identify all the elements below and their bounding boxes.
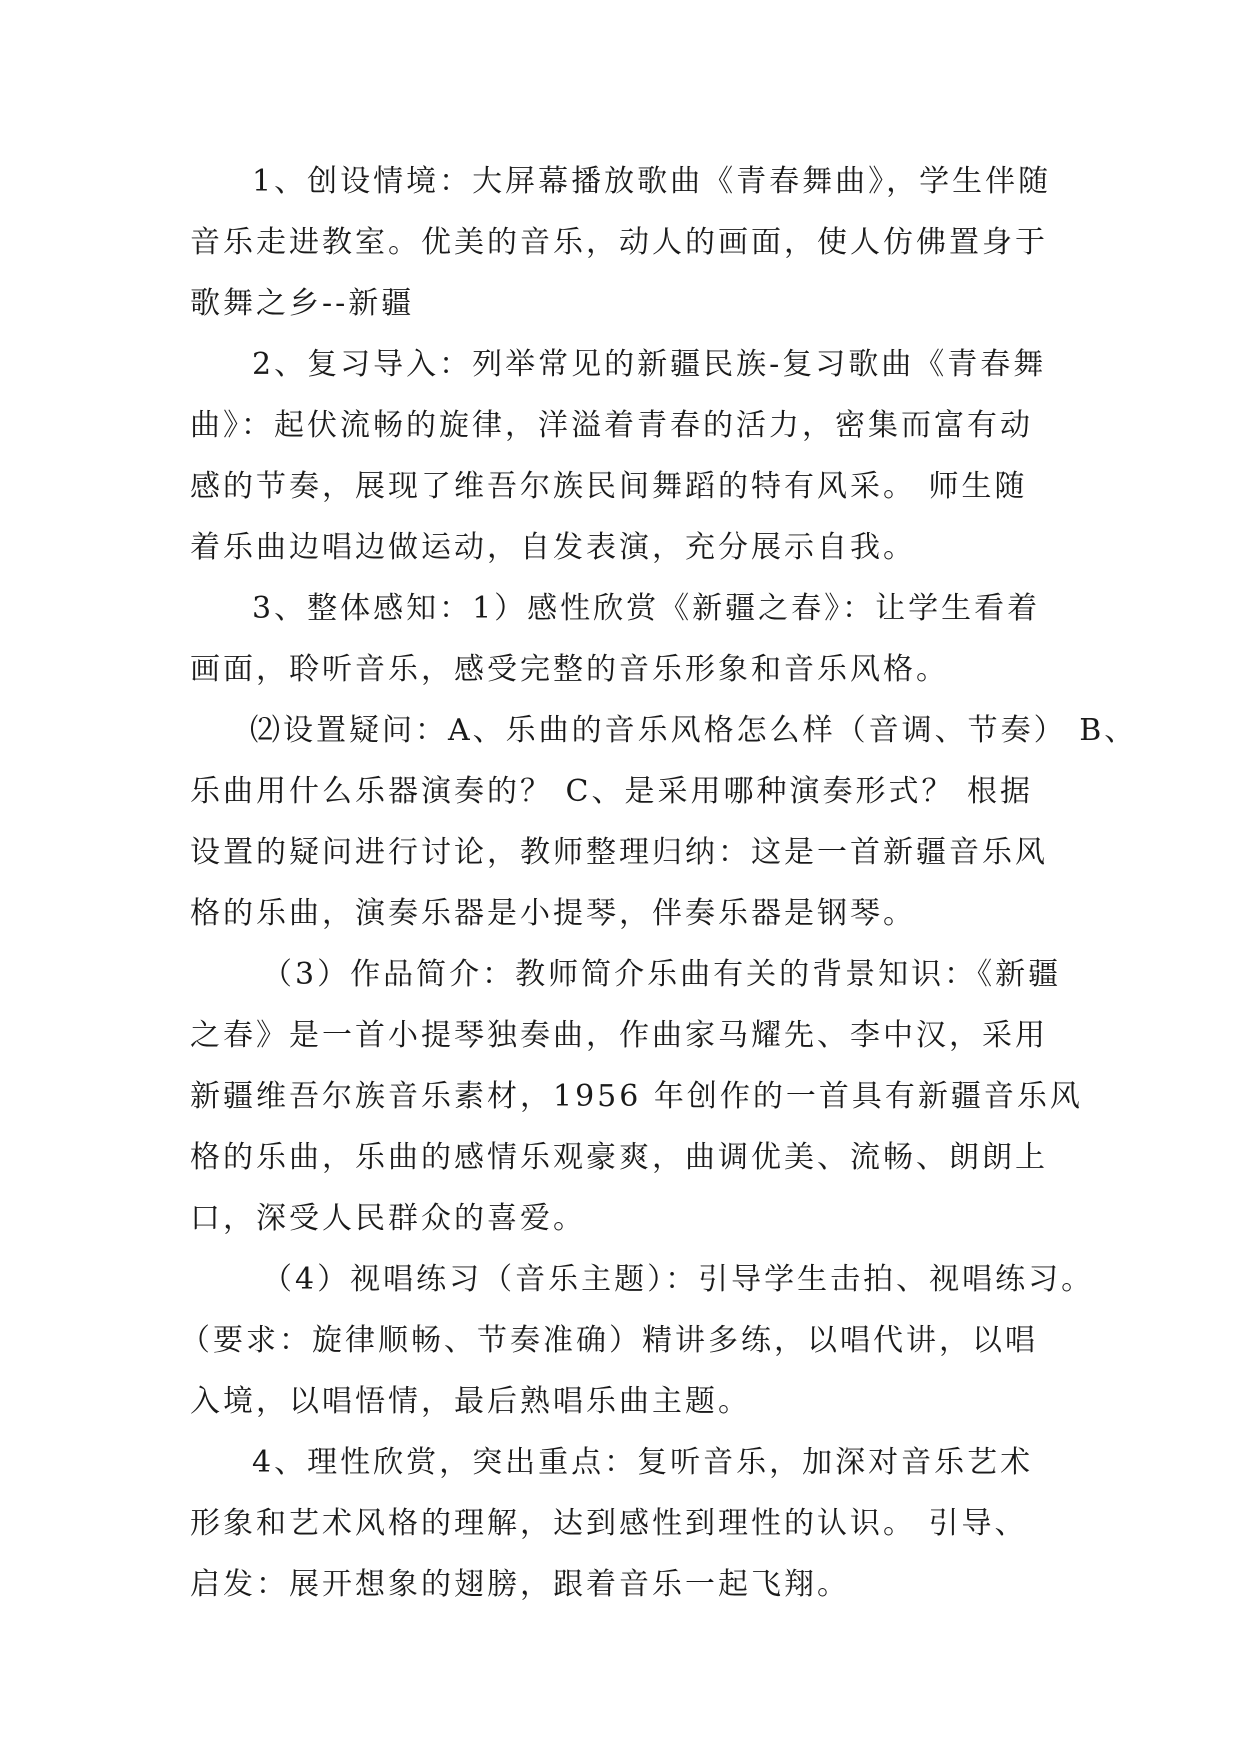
text-line: 格的乐曲，演奏乐器是小提琴，伴奏乐器是钢琴。 xyxy=(190,896,916,931)
text-line: 2、复习导入：列举常见的新疆民族-复习歌曲《青春舞 xyxy=(252,347,1047,382)
text-line: 入境，以唱悟情，最后熟唱乐曲主题。 xyxy=(190,1384,751,1419)
text-line: 感的节奏，展现了维吾尔族民间舞蹈的特有风采。 师生随 xyxy=(190,469,1028,504)
text-line: （要求：旋律顺畅、节奏准确）精讲多练，以唱代讲，以唱 xyxy=(180,1323,1038,1358)
text-line: 形象和艺术风格的理解，达到感性到理性的认识。 引导、 xyxy=(190,1506,1028,1541)
text-line: 4、理性欣赏，突出重点：复听音乐，加深对音乐艺术 xyxy=(252,1445,1034,1480)
text-line: 1、创设情境：大屏幕播放歌曲《青春舞曲》，学生伴随 xyxy=(252,164,1052,199)
text-line: 着乐曲边唱边做运动，自发表演，充分展示自我。 xyxy=(190,530,916,565)
text-line: 歌舞之乡--新疆 xyxy=(190,286,415,321)
text-line: 新疆维吾尔族音乐素材，1956 年创作的一首具有新疆音乐风 xyxy=(190,1079,1083,1114)
text-line: 3、整体感知：1）感性欣赏《新疆之春》：让学生看着 xyxy=(252,591,1041,626)
text-line: 设置的疑问进行讨论，教师整理归纳：这是一首新疆音乐风 xyxy=(190,835,1048,870)
text-line: 之春》是一首小提琴独奏曲，作曲家马耀先、李中汉，采用 xyxy=(190,1018,1048,1053)
text-line: ⑵设置疑问：A、乐曲的音乐风格怎么样（音调、节奏） B、 xyxy=(250,713,1138,748)
text-line: 格的乐曲，乐曲的感情乐观豪爽，曲调优美、流畅、朗朗上 xyxy=(190,1140,1048,1175)
text-line: （3）作品简介：教师简介乐曲有关的背景知识：《新疆 xyxy=(262,957,1062,992)
text-line: （4）视唱练习（音乐主题）：引导学生击拍、视唱练习。 xyxy=(262,1262,1095,1297)
text-line: 音乐走进教室。优美的音乐，动人的画面，使人仿佛置身于 xyxy=(190,225,1048,260)
text-line: 乐曲用什么乐器演奏的？ C、是采用哪种演奏形式？ 根据 xyxy=(190,774,1034,809)
text-line: 口，深受人民群众的喜爱。 xyxy=(190,1201,586,1236)
text-line: 画面，聆听音乐，感受完整的音乐形象和音乐风格。 xyxy=(190,652,949,687)
text-line: 启发：展开想象的翅膀，跟着音乐一起飞翔。 xyxy=(190,1567,850,1602)
text-line: 曲》：起伏流畅的旋律，洋溢着青春的活力，密集而富有动 xyxy=(190,408,1033,443)
